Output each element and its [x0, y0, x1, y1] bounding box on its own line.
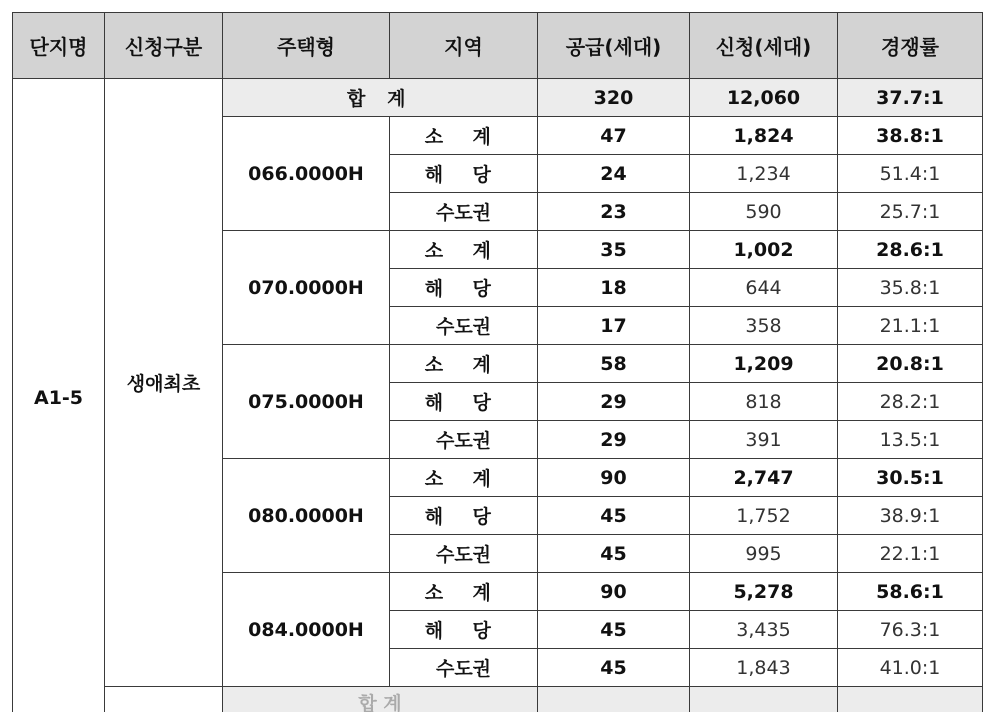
supply-cell: 18 [538, 269, 690, 307]
supply-cell: 45 [538, 649, 690, 687]
ratio-cell: 38.9:1 [838, 497, 983, 535]
region-cell: 소 계 [390, 459, 538, 497]
applied-cell: 1,843 [690, 649, 838, 687]
region-cell: 해 당 [390, 269, 538, 307]
supply-cell: 29 [538, 421, 690, 459]
next-total-text: 합 계 [358, 692, 402, 712]
applied-cell: 3,435 [690, 611, 838, 649]
house-type: 080.0000H [223, 459, 390, 573]
region-cell: 해 당 [390, 497, 538, 535]
header-category: 신청구분 [105, 13, 223, 79]
header-supply: 공급(세대) [538, 13, 690, 79]
applied-cell: 644 [690, 269, 838, 307]
ratio-cell: 35.8:1 [838, 269, 983, 307]
ratio-cell: 25.7:1 [838, 193, 983, 231]
ratio-cell: 38.8:1 [838, 117, 983, 155]
cut-cell [690, 687, 838, 712]
applied-cell: 818 [690, 383, 838, 421]
ratio-cell: 28.6:1 [838, 231, 983, 269]
supply-cell: 17 [538, 307, 690, 345]
cut-cell [538, 687, 690, 712]
cut-cell [838, 687, 983, 712]
region-cell: 해 당 [390, 611, 538, 649]
header-ratio: 경쟁률 [838, 13, 983, 79]
applied-cell: 5,278 [690, 573, 838, 611]
region-cell: 해 당 [390, 155, 538, 193]
applied-cell: 1,209 [690, 345, 838, 383]
ratio-cell: 28.2:1 [838, 383, 983, 421]
supply-cell: 90 [538, 573, 690, 611]
region-cell: 소 계 [390, 231, 538, 269]
competition-table [12, 12, 983, 712]
supply-cell: 35 [538, 231, 690, 269]
ratio-cell: 30.5:1 [838, 459, 983, 497]
region-cell: 소 계 [390, 573, 538, 611]
supply-cell: 90 [538, 459, 690, 497]
supply-cell: 58 [538, 345, 690, 383]
ratio-cell: 13.5:1 [838, 421, 983, 459]
header-row [13, 13, 983, 79]
region-cell: 수도권 [390, 307, 538, 345]
header-complex: 단지명 [13, 13, 105, 79]
supply-cell: 45 [538, 497, 690, 535]
next-total-row [13, 687, 983, 712]
supply-cell: 45 [538, 535, 690, 573]
region-cell: 수도권 [390, 193, 538, 231]
ratio-cell: 41.0:1 [838, 649, 983, 687]
region-cell: 수도권 [390, 649, 538, 687]
house-type: 075.0000H [223, 345, 390, 459]
ratio-cell: 51.4:1 [838, 155, 983, 193]
supply-cell: 24 [538, 155, 690, 193]
supply-cell: 45 [538, 611, 690, 649]
applied-cell: 1,234 [690, 155, 838, 193]
applied-cell: 590 [690, 193, 838, 231]
next-total-label [223, 687, 538, 712]
applied-cell: 1,752 [690, 497, 838, 535]
category-name: 생애최초 [105, 79, 223, 687]
house-type: 084.0000H [223, 573, 390, 687]
header-region: 지역 [390, 13, 538, 79]
ratio-cell: 20.8:1 [838, 345, 983, 383]
applied-cell: 391 [690, 421, 838, 459]
supply-cell: 47 [538, 117, 690, 155]
applied-cell: 1,002 [690, 231, 838, 269]
complex-name: A1-5 [13, 79, 105, 712]
header-type: 주택형 [223, 13, 390, 79]
ratio-cell: 76.3:1 [838, 611, 983, 649]
region-cell: 수도권 [390, 421, 538, 459]
supply-cell: 23 [538, 193, 690, 231]
region-cell: 수도권 [390, 535, 538, 573]
applied-cell: 358 [690, 307, 838, 345]
applied-cell: 2,747 [690, 459, 838, 497]
region-cell: 소 계 [390, 117, 538, 155]
total-label: 합 계 [223, 79, 538, 117]
house-type: 070.0000H [223, 231, 390, 345]
region-cell: 소 계 [390, 345, 538, 383]
ratio-cell: 21.1:1 [838, 307, 983, 345]
total-row [13, 79, 983, 117]
header-applied: 신청(세대) [690, 13, 838, 79]
region-cell: 해 당 [390, 383, 538, 421]
total-supply: 320 [538, 79, 690, 117]
total-applied: 12,060 [690, 79, 838, 117]
applied-cell: 995 [690, 535, 838, 573]
cut-cell [105, 687, 223, 712]
house-type: 066.0000H [223, 117, 390, 231]
supply-cell: 29 [538, 383, 690, 421]
applied-cell: 1,824 [690, 117, 838, 155]
ratio-cell: 22.1:1 [838, 535, 983, 573]
ratio-cell: 58.6:1 [838, 573, 983, 611]
total-ratio: 37.7:1 [838, 79, 983, 117]
